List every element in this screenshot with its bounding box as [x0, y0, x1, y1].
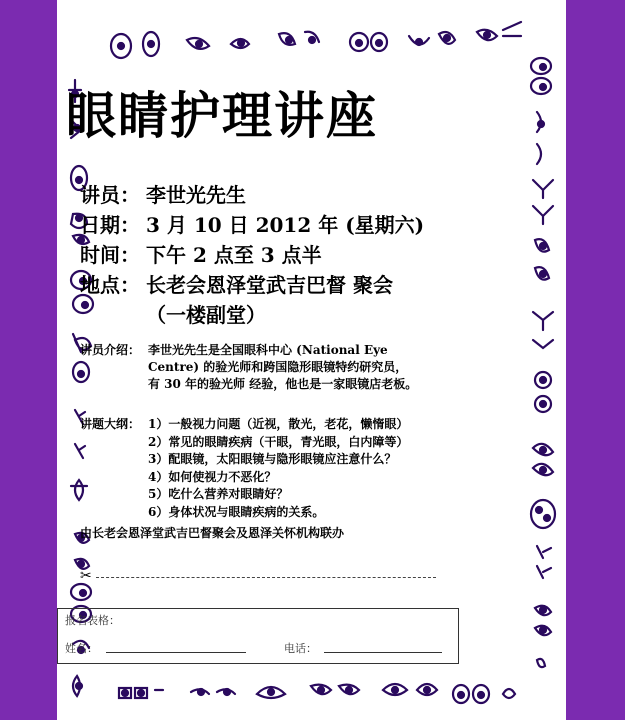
- topic-item: 2）常见的眼睛疾病（干眼，青光眼，白内障等）: [148, 434, 409, 449]
- speaker-row: [80, 180, 480, 210]
- eye-doodle-top: [111, 22, 521, 58]
- time-row: [80, 240, 480, 270]
- place-value: 长老会恩泽堂武吉巴督 聚会: [146, 273, 393, 297]
- place-label: 地点：: [80, 273, 140, 297]
- topic-item: 6）身体状况与眼睛疾病的关系。: [148, 504, 325, 519]
- speaker-intro-row: [80, 342, 420, 393]
- topic-item: 4）如何使视力不恶化？: [148, 469, 277, 484]
- dashed-divider: [96, 577, 436, 578]
- topic-item: 1）一般视力问题（近视，散光，老花，懒惰眼）: [148, 417, 409, 431]
- left-purple-border: [0, 0, 57, 720]
- time-label: 时间：: [80, 243, 140, 267]
- eye-doodle-bottom: [119, 684, 515, 703]
- speaker-intro-text: [148, 342, 420, 393]
- topic-outline-label: 讲题大纲：: [80, 417, 141, 431]
- scissors-icon: ✂: [80, 568, 92, 584]
- date-row: [80, 210, 480, 240]
- registration-form: [57, 608, 459, 664]
- topic-item: 3）配眼镜，太阳眼镜与隐形眼镜应注意什么？: [148, 452, 397, 466]
- speaker-intro-line: Centre) 的验光师和跨国隐形眼镜特约研究员，: [148, 360, 408, 374]
- place-sub: （一楼副堂）: [146, 303, 266, 327]
- right-purple-border: [566, 0, 625, 720]
- place-row: [80, 270, 480, 300]
- eye-doodle-right: [531, 58, 555, 667]
- speaker-value: 李世光先生: [146, 183, 246, 207]
- phone-field[interactable]: [324, 652, 442, 653]
- name-field[interactable]: [106, 652, 246, 653]
- cut-line: [80, 568, 436, 584]
- page-title: 眼睛护理讲座: [66, 86, 378, 145]
- event-info: [80, 180, 480, 330]
- name-label: 姓名：: [65, 642, 98, 655]
- time-value: 下午 2 点至 3 点半: [146, 243, 322, 267]
- speaker-label: 讲员：: [80, 183, 140, 207]
- date-label: 日期：: [80, 213, 140, 237]
- speaker-intro-line: 有 30 年的验光师 经验，他也是一家眼镜店老板。: [148, 377, 418, 391]
- organizer-note: 由长老会恩泽堂武吉巴督聚会及恩泽关怀机构联办: [80, 526, 345, 540]
- phone-label: 电话：: [284, 642, 317, 655]
- speaker-intro: [80, 342, 420, 393]
- topic-item: 5）吃什么营养对眼睛好？: [148, 487, 289, 501]
- registration-form-title: 报名表格：: [65, 614, 120, 627]
- topic-outline-row: [80, 416, 450, 521]
- topic-list: [148, 416, 450, 521]
- date-value: 3 月 10 日 2012 年 (星期六): [146, 213, 425, 237]
- speaker-intro-label: 讲员介绍：: [80, 343, 141, 357]
- topic-outline: [80, 416, 450, 521]
- speaker-intro-line: 李世光先生是全国眼科中心 (National Eye: [148, 343, 388, 357]
